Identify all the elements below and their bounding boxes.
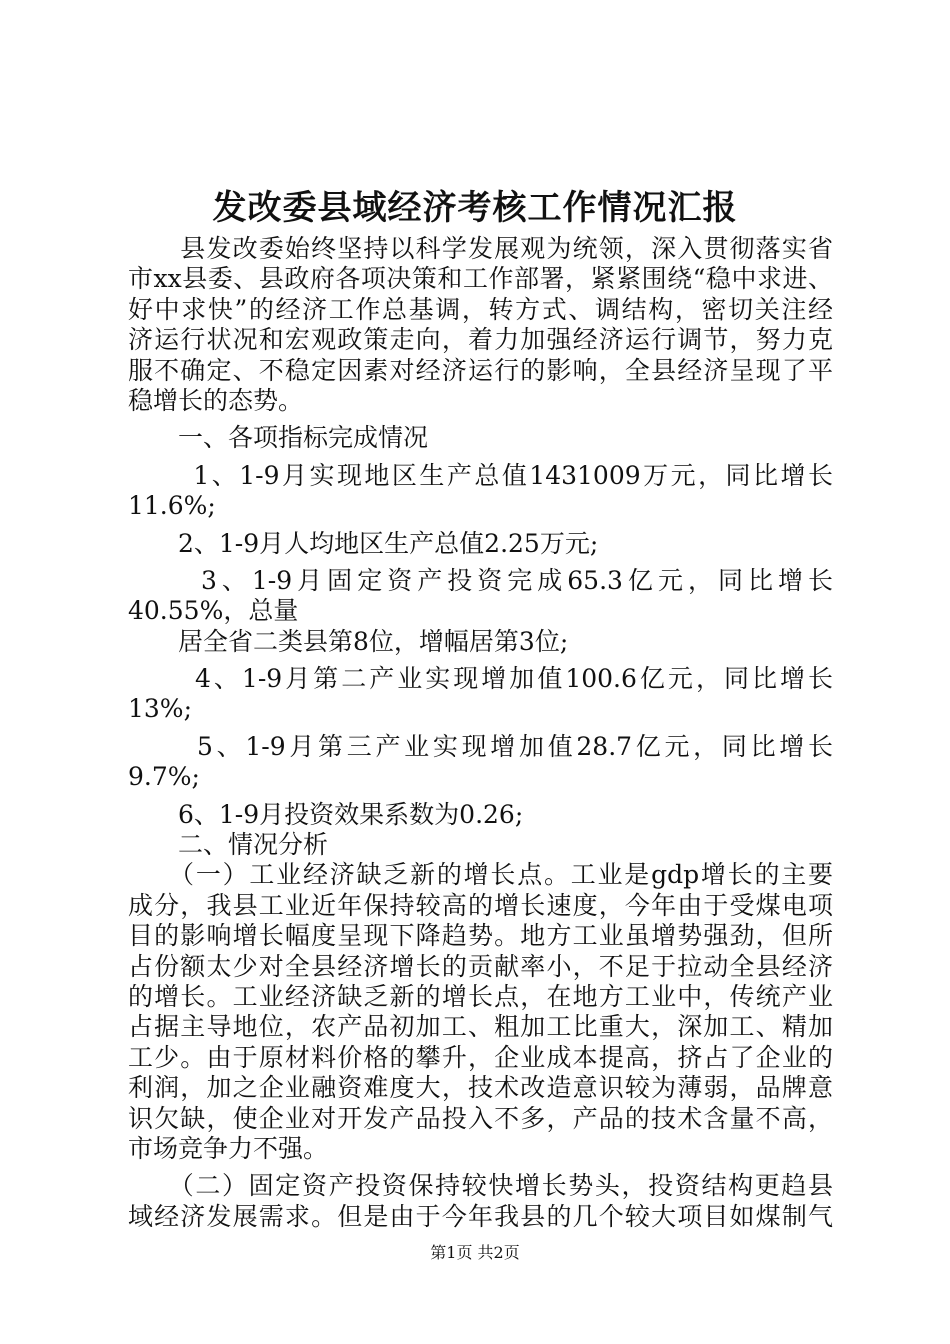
paragraph-line: 市场竞争力不强。	[128, 1133, 329, 1163]
list-item-line: 9.7%;	[128, 762, 200, 792]
list-item-line: 11.6%;	[128, 491, 216, 521]
paragraph-line: （一）工业经济缺乏新的增长点。工业是gdp增长的主要	[128, 860, 833, 890]
document-body	[128, 234, 833, 1232]
paragraph-line: 域经济发展需求。但是由于今年我县的几个较大项目如煤制气	[128, 1201, 833, 1231]
paragraph-line: 识欠缺，使企业对开发产品投入不多，产品的技术含量不高，	[128, 1103, 833, 1133]
list-item-line: 40.55%，总量	[128, 596, 299, 626]
paragraph-line: 县发改委始终坚持以科学发展观为统领，深入贯彻落实省	[128, 234, 833, 263]
paragraph-line: 济运行状况和宏观政策走向，着力加强经济运行调节，努力克	[128, 325, 833, 355]
section-heading: 二、情况分析	[128, 830, 329, 860]
paragraph-line: 的增长。工业经济缺乏新的增长点，在地方工业中，传统产业	[128, 981, 833, 1011]
list-item-line: 1、1-9月实现地区生产总值1431009万元，同比增长	[128, 460, 833, 490]
list-item-line: 5、1-9月第三产业实现增加值28.7亿元，同比增长	[128, 731, 833, 761]
list-item-line: 3、1-9月固定资产投资完成65.3亿元，同比增长	[128, 565, 833, 595]
paragraph-line: 服不确定、不稳定因素对经济运行的影响，全县经济呈现了平	[128, 355, 833, 385]
list-item-line: 4、1-9月第二产业实现增加值100.6亿元，同比增长	[128, 664, 833, 694]
paragraph-line: 工少。由于原材料价格的攀升，企业成本提高，挤占了企业的	[128, 1042, 833, 1072]
paragraph-line: 利润，加之企业融资难度大，技术改造意识较为薄弱，品牌意	[128, 1073, 833, 1103]
paragraph-line: 好中求快”的经济工作总基调，转方式、调结构，密切关注经	[128, 294, 833, 324]
paragraph-line: 占份额太少对全县经济增长的贡献率小，不足于拉动全县经济	[128, 951, 833, 981]
paragraph-line: 占据主导地位，农产品初加工、粗加工比重大，深加工、精加	[128, 1012, 833, 1042]
section-heading: 一、各项指标完成情况	[128, 423, 429, 453]
paragraph-line: 稳增长的态势。	[128, 385, 304, 415]
page-footer: 第1页 共2页	[430, 1243, 520, 1262]
list-item-line: 13%;	[128, 694, 192, 724]
list-item-line: 2、1-9月人均地区生产总值2.25万元;	[128, 528, 599, 558]
paragraph-line: 市xx县委、县政府各项决策和工作部署，紧紧围绕“稳中求进、	[128, 264, 833, 294]
list-item-line: 居全省二类县第8位，增幅居第3位;	[128, 626, 569, 656]
paragraph-line: （二）固定资产投资保持较快增长势头，投资结构更趋县	[128, 1171, 833, 1201]
document-title: 发改委县域经济考核工作情况汇报	[212, 188, 738, 228]
paragraph-line: 成分，我县工业近年保持较高的增长速度，今年由于受煤电项	[128, 890, 833, 920]
list-item-line: 6、1-9月投资效果系数为0.26;	[128, 799, 524, 829]
paragraph-line: 目的影响增长幅度呈现下降趋势。地方工业虽增势强劲，但所	[128, 921, 833, 951]
